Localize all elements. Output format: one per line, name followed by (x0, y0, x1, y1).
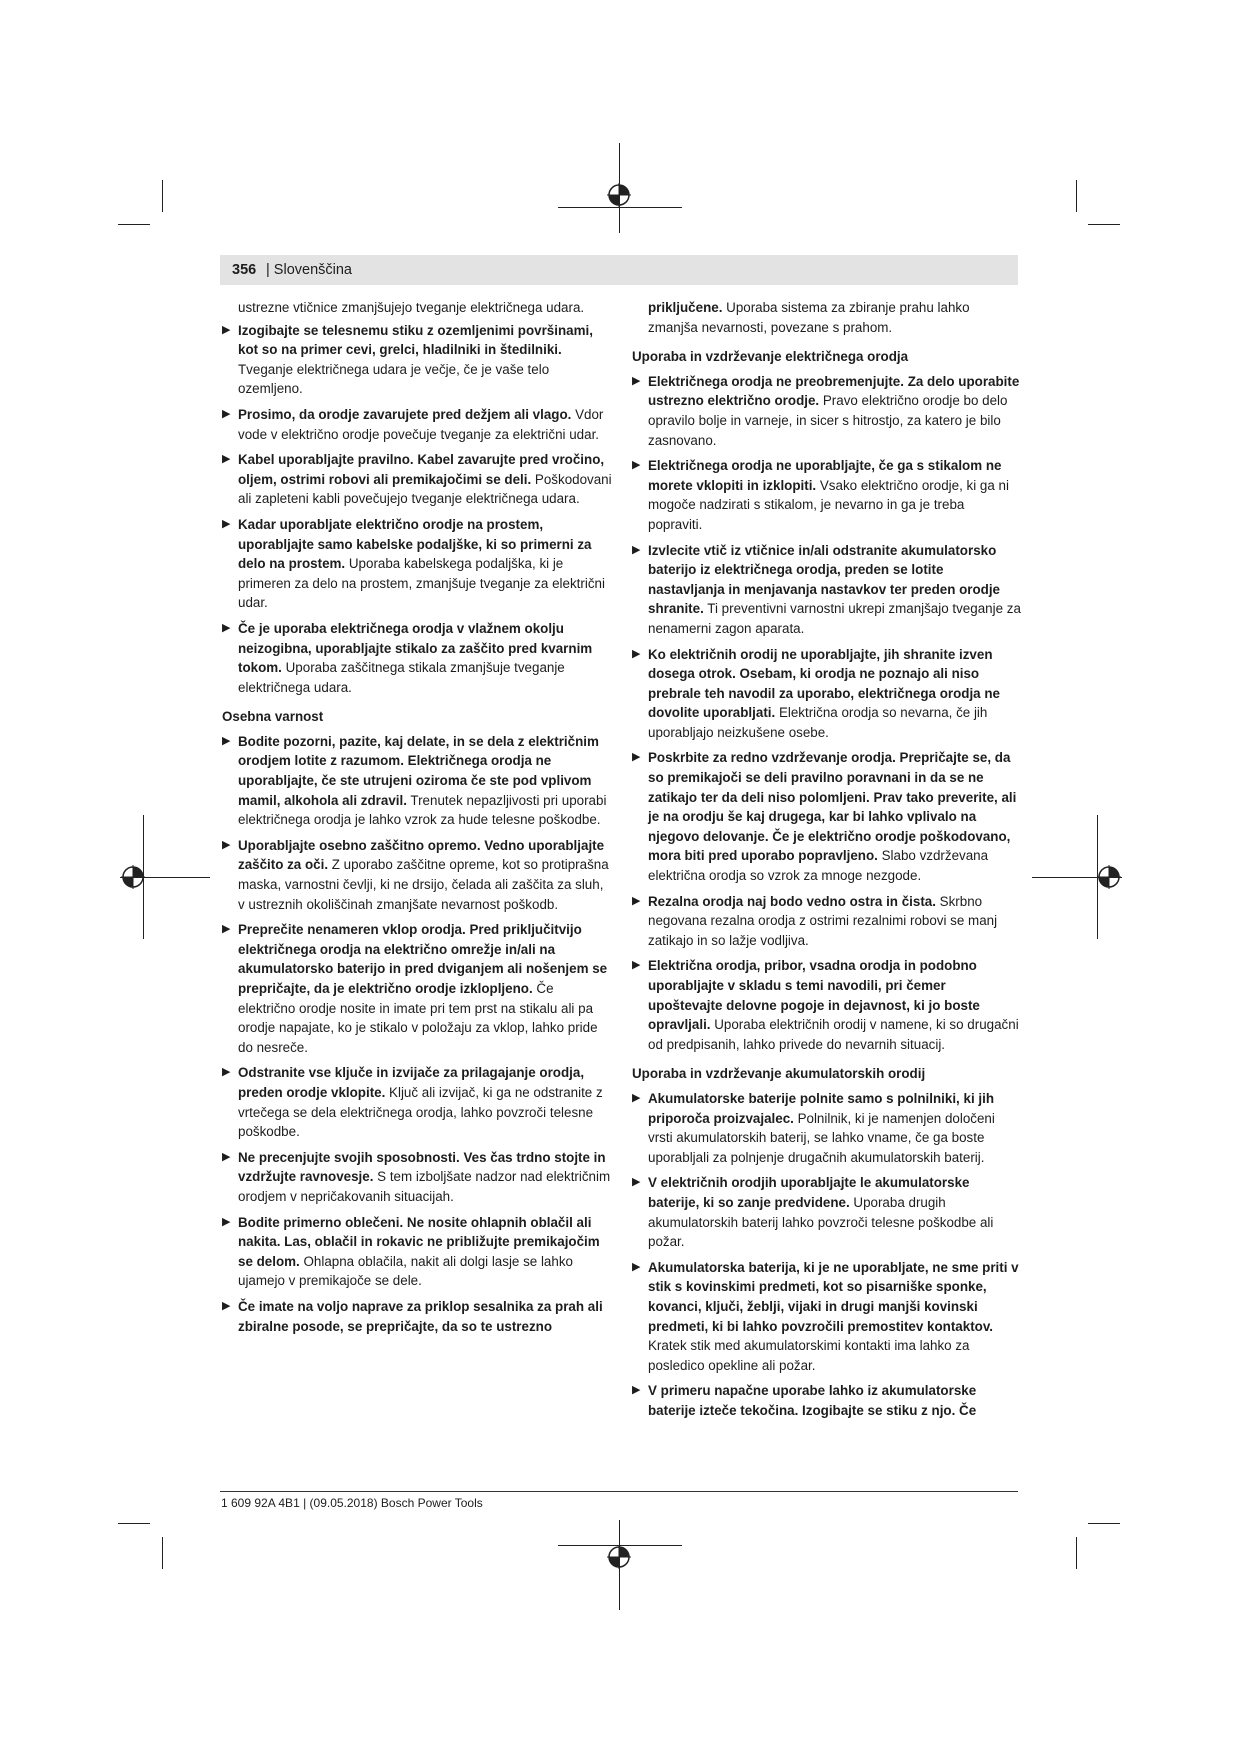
item-text: S tem izboljšate nadzor nad električnim orodjem v nepričakovanih situacijah. (238, 1169, 611, 1204)
item-text: Vdor vode v električno orodje povečuje tveganje za električni udar. (238, 406, 604, 442)
list-item (222, 1297, 612, 1336)
item-text: Trenutek nepazljivosti pri uporabi električnega orodja je lahko vzrok za hude telesne poškodbe. (238, 792, 607, 828)
crop-mark-top-right-h (1088, 224, 1120, 225)
item-bold-text: Ko električnih orodij ne uporabljajte, jih shranite izven dosega otrok. Osebam, ki orodja ne poznajo ali niso prebrale teh navodil za uporabo, električnega orodja ne dovolite uporabljati. (648, 646, 1000, 721)
list-item (632, 1173, 1022, 1251)
bullet-triangle-icon: ▶ (222, 517, 231, 530)
item-bold-text: Kadar uporabljate električno orodje na prostem, uporabljajte samo kabelske podaljške, ki so primerni za delo na prostem. (238, 516, 592, 572)
item-text: Polnilnik, ki je namenjen določeni vrsti akumulatorskih baterij, se lahko vname, če ga boste uporabljali za polnjenje drugačnih akumulatorskih baterij. (648, 1110, 995, 1165)
footer-text: 1 609 92A 4B1 | (09.05.2018) Bosch Power Tools (221, 1496, 483, 1510)
list-item (222, 920, 612, 1057)
item-bold-text: Kabel uporabljajte pravilno. Kabel zavarujte pred vročino, oljem, ostrimi robovi ali premikajočimi se deli. (238, 452, 605, 487)
section-title-electric-tool-use: Uporaba in vzdrževanje električnega orodja (632, 349, 909, 365)
crop-mark-top-left-h (118, 224, 150, 225)
reg-line-top-h (558, 207, 682, 208)
item-bold-text: Akumulatorska baterija, ki je ne uporabljate, ne sme priti v stik s kovinskimi predmeti, kot so pisarniške sponke, kovanci, ključi, žeblji, vijaki in drugi manjši kovinski predmeti, ki bi lahko povzročili premostitev kontaktov. (648, 1259, 1019, 1334)
header-language: | Slovenščina (266, 262, 352, 278)
list-item (632, 892, 1022, 951)
left-continuation-text: ustrezne vtičnice zmanjšujejo tveganje električnega udara. (238, 300, 585, 315)
item-text: Tveganje električnega udara je večje, če je vaše telo ozemljeno. (238, 361, 550, 397)
bullet-triangle-icon: ▶ (632, 751, 641, 764)
crop-mark-top-right-v (1076, 180, 1077, 212)
list-item (222, 1063, 612, 1141)
item-bold-text: Poskrbite za redno vzdrževanje orodja. Prepričajte se, da so premikajoči se deli pravilno poravnani in da se ne zatikajo ter da deli niso polomljeni. Prav tako preverite, ali je na orodju še kaj drugega, kar bi lahko vplivalo na njegovo delovanje. Če je električno orodje poškodovano, mora biti pred uporabo popravljeno. (648, 750, 1017, 864)
bullet-triangle-icon: ▶ (632, 1260, 641, 1273)
item-bold-text: Izvlecite vtič iz vtičnice in/ali odstranite akumulatorsko baterijo iz električnega orodja, preden se lotite nastavljanja in menjavanja nastavkov ter preden orodje shranite. (648, 542, 1001, 617)
list-item (632, 1381, 1022, 1420)
bullet-triangle-icon: ▶ (632, 647, 641, 660)
item-bold-text: Izogibajte se telesnemu stiku z ozemljenimi površinami, kot so na primer cevi, grelci, hladilniki in štedilniki. (238, 322, 593, 358)
bullet-triangle-icon: ▶ (222, 838, 231, 851)
list-item (222, 450, 612, 509)
item-text: Uporaba zaščitnega stikala zmanjšuje tveganje električnega udara. (238, 660, 565, 695)
bullet-triangle-icon: ▶ (222, 1215, 231, 1228)
item-text: Uporaba električnih orodij v namene, ki so drugačni od predpisanih, lahko privede do nevarnih situacij. (648, 1017, 1019, 1052)
page-number: 356 (232, 262, 257, 278)
bullet-triangle-icon: ▶ (222, 734, 231, 747)
registration-mark-left-icon (121, 865, 145, 889)
crop-mark-bottom-right-h (1088, 1523, 1120, 1524)
right-items-2 (632, 1089, 1022, 1421)
bullet-triangle-icon: ▶ (222, 1066, 231, 1079)
list-item (632, 1089, 1022, 1167)
list-item (632, 645, 1022, 743)
item-bold-text: Če je uporaba električnega orodja v vlažnem okolju neizogibna, uporabljajte stikalo za zaščito pred kvarnim tokom. (238, 620, 593, 676)
item-text: Pravo električno orodje bo delo opravilo bolje in varneje, in sicer s hitrostjo, za katero je bilo zasnovano. (648, 393, 1008, 448)
right-continuation (648, 298, 1022, 337)
right-continuation-bold: priključene. (648, 300, 723, 315)
bullet-triangle-icon: ▶ (632, 894, 641, 907)
item-text: Vsako električno orodje, ki ga ni mogoče nadzirati s stikalom, je nevarno in ga je treba popraviti. (648, 477, 1009, 532)
right-items-1 (632, 372, 1022, 1055)
bullet-triangle-icon: ▶ (222, 1299, 231, 1312)
item-bold-text: Električnega orodja ne uporabljajte, če ga s stikalom ne morete vklopiti in izklopiti. (648, 458, 1002, 493)
bullet-triangle-icon: ▶ (222, 923, 231, 936)
item-bold-text: Bodite pozorni, pazite, kaj delate, in se dela z električnim orodjem lotite z razumom. Električnega orodja ne uporabljajte, če ste utrujeni oziroma če ste pod vplivom mamil, alkohola ali zdravil. (238, 733, 599, 808)
right-continuation-text: Uporaba sistema za zbiranje prahu lahko zmanjša nevarnosti, povezane s prahom. (648, 300, 970, 335)
item-text: Električna orodja so nevarna, če jih uporabljajo neizkušene osebe. (648, 705, 988, 740)
list-item (222, 732, 612, 830)
item-text: Ti preventivni varnostni ukrepi zmanjšajo tveganje za nenamerni zagon aparata. (648, 601, 1021, 636)
item-text: Če električno orodje nosite in imate pri tem prst na stikalu ali pa orodje napajate, ko je stikalo v položaju za vklop, lahko pride do nesreče. (238, 981, 598, 1055)
bullet-triangle-icon: ▶ (222, 1150, 231, 1163)
left-items-b (222, 732, 612, 1336)
item-text: Poškodovani ali zapleteni kabli povečujejo tveganje električnega udara. (238, 471, 612, 507)
item-bold-text: Električna orodja, pribor, vsadna orodja in podobno uporabljajte v skladu s temi navodili, pri čemer upoštevajte delovne pogoje in dejavnost, ki jo boste opravljali. (648, 958, 980, 1033)
item-text: Kratek stik med akumulatorskimi kontakti ima lahko za posledico opekline ali požar. (648, 1338, 970, 1373)
list-item (222, 619, 612, 697)
item-bold-text: Ne precenjujte svojih sposobnosti. Ves čas trdno stojte in vzdržujte ravnovesje. (238, 1149, 606, 1185)
item-bold-text: Prosimo, da orodje zavarujete pred dežjem ali vlago. (238, 406, 572, 422)
list-item (222, 1213, 612, 1291)
crop-mark-top-left-v (162, 180, 163, 212)
footer-rule (220, 1491, 1018, 1492)
registration-mark-right-icon (1097, 865, 1121, 889)
item-text: Z uporabo zaščitne opreme, kot so protiprašna maska, varnostni čevlji, ki ne drsijo, čelada ali zaščita za sluh, v ustreznih okoliščinah zmanjšate nevarnost poškodb. (238, 857, 609, 912)
bullet-triangle-icon: ▶ (222, 621, 231, 634)
left-items-a (222, 321, 612, 698)
bullet-triangle-icon: ▶ (222, 407, 231, 420)
list-item (632, 456, 1022, 534)
list-item (222, 321, 612, 399)
bullet-triangle-icon: ▶ (222, 323, 231, 336)
list-item (222, 515, 612, 613)
bullet-triangle-icon: ▶ (632, 1384, 641, 1397)
crop-mark-bottom-left-v (162, 1537, 163, 1569)
list-item (222, 1148, 612, 1207)
item-bold-text: Odstranite vse ključe in izvijače za prilagajanje orodja, preden orodje vklopite. (238, 1065, 585, 1100)
bullet-triangle-icon: ▶ (222, 453, 231, 466)
list-item (222, 405, 612, 444)
bullet-triangle-icon: ▶ (632, 543, 641, 556)
crop-mark-bottom-left-h (118, 1523, 150, 1524)
item-bold-text: Uporabljajte osebno zaščitno opremo. Vedno uporabljajte zaščito za oči. (238, 837, 605, 873)
list-item (632, 1258, 1022, 1376)
right-column (632, 298, 1022, 1426)
item-bold-text: Električnega orodja ne preobremenjujte. Za delo uporabite ustrezno električno orodje. (648, 373, 1020, 409)
bullet-triangle-icon: ▶ (632, 374, 641, 387)
bullet-triangle-icon: ▶ (632, 459, 641, 472)
bullet-triangle-icon: ▶ (632, 1176, 641, 1189)
registration-mark-bottom-icon (607, 1545, 631, 1569)
item-bold-text: Bodite primerno oblečeni. Ne nosite ohlapnih oblačil ali nakita. Las, oblačil in rokavic ne približujte premikajočim se delom. (238, 1214, 600, 1269)
left-column (222, 298, 612, 1342)
bullet-triangle-icon: ▶ (632, 959, 641, 972)
section-title-osebna-varnost: Osebna varnost (222, 709, 324, 725)
item-text: Uporaba drugih akumulatorskih baterij lahko povzroči telesne poškodbe ali požar. (648, 1194, 994, 1250)
item-text: Skrbno negovana rezalna orodja z ostrimi rezalnimi robovi se manj zatikajo in so lažje vodljiva. (648, 893, 998, 948)
item-bold-text: Akumulatorske baterije polnite samo s polnilniki, ki jih priporoča proizvajalec. (648, 1090, 995, 1126)
item-text: Slabo vzdrževana električna orodja so vzrok za mnoge nezgode. (648, 848, 989, 884)
registration-mark-top-icon (607, 183, 631, 207)
list-item (632, 748, 1022, 885)
list-item (632, 541, 1022, 639)
list-item (632, 372, 1022, 450)
item-bold-text: Rezalna orodja naj bodo vedno ostra in čista. (648, 893, 936, 909)
crop-mark-bottom-right-v (1076, 1537, 1077, 1569)
item-bold-text: V električnih orodjih uporabljajte le akumulatorske baterije, ki so zanje predvidene. (648, 1175, 970, 1210)
bullet-triangle-icon: ▶ (632, 1091, 641, 1104)
item-bold-text: Preprečite nenameren vklop orodja. Pred priključitvijo električnega orodja na električno omrežje in/ali na akumulatorsko baterijo in pred dviganjem ali nošenjem se prepričajte, da je električno orodje izklopljeno. (238, 922, 608, 996)
list-item (632, 956, 1022, 1054)
item-text: Ohlapna oblačila, nakit ali dolgi lasje se lahko ujamejo v premikajoče se dele. (238, 1253, 573, 1289)
item-text: Uporaba kabelskega podaljška, ki je primeren za delo na prostem, zmanjšuje tveganje za električni udar. (238, 556, 605, 611)
section-title-battery-tool-use: Uporaba in vzdrževanje akumulatorskih orodij (632, 1066, 926, 1082)
item-bold-text: V primeru napačne uporabe lahko iz akumulatorske baterije izteče tekočina. Izogibajte se stiku z njo. Če (648, 1383, 977, 1418)
item-bold-text: Če imate na voljo naprave za priklop sesalnika za prah ali zbiralne posode, se prepričajte, da so te ustrezno (238, 1298, 603, 1334)
item-text: Ključ ali izvijač, ki ga ne odstranite z vrtečega se dela električnega orodja, lahko povzroči telesne poškodbe. (238, 1084, 603, 1140)
list-item (222, 836, 612, 914)
